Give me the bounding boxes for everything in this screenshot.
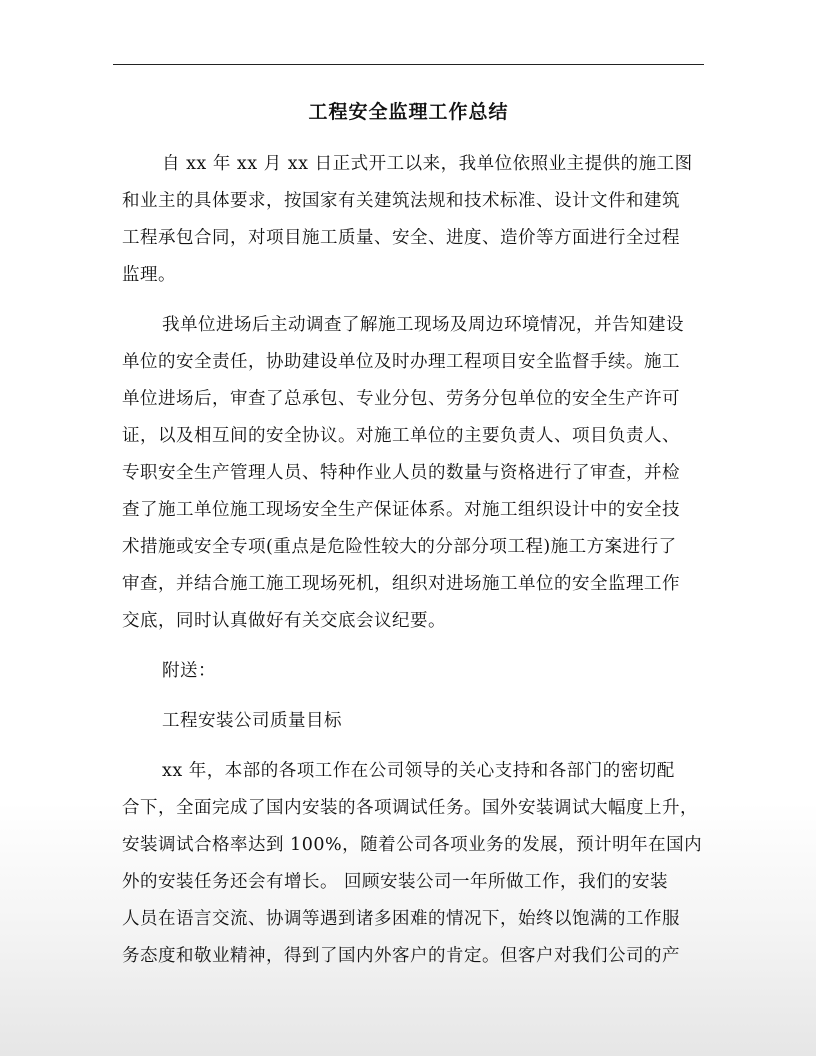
paragraph-line: 务态度和敬业精神，得到了国内外客户的肯定。但客户对我们公司的产 xyxy=(122,946,680,966)
paragraph-line: 审查，并结合施工施工现场死机，组织对进场施工单位的安全监理工作 xyxy=(122,574,680,594)
paragraph-line: 安装调试合格率达到 100%，随着公司各项业务的发展，预计明年在国内 xyxy=(122,835,703,855)
paragraph-line: xx 年，本部的各项工作在公司领导的关心支持和各部门的密切配 xyxy=(162,761,675,781)
header-rule xyxy=(113,64,704,65)
paragraph-line: 和业主的具体要求，按国家有关建筑法规和技术标准、设计文件和建筑 xyxy=(122,191,680,211)
paragraph-line: 合下，全面完成了国内安装的各项调试任务。国外安装调试大幅度上升， xyxy=(122,798,698,818)
paragraph-line: 工程安装公司质量目标 xyxy=(162,711,342,731)
paragraph-line: 查了施工单位施工现场安全生产保证体系。对施工组织设计中的安全技 xyxy=(122,500,680,520)
paragraph-line: 单位进场后，审查了总承包、专业分包、劳务分包单位的安全生产许可 xyxy=(122,389,680,409)
paragraph-line: 交底，同时认真做好有关交底会议纪要。 xyxy=(122,611,446,631)
paragraph xyxy=(122,146,704,294)
paragraph-line: 术措施或安全专项(重点是危险性较大的分部分项工程)施工方案进行了 xyxy=(122,537,677,557)
paragraph-gap xyxy=(122,640,704,653)
paragraph-line: 监理。 xyxy=(122,265,176,285)
paragraph xyxy=(122,307,704,640)
paragraph xyxy=(122,703,704,740)
paragraph-gap xyxy=(122,294,704,307)
paragraph xyxy=(122,753,704,975)
paragraph-line: 人员在语言交流、协调等遇到诸多困难的情况下，始终以饱满的工作服 xyxy=(122,909,680,929)
paragraph-line: 外的安装任务还会有增长。 回顾安装公司一年所做工作，我们的安装 xyxy=(122,872,669,892)
paragraph-line: 自 xx 年 xx 月 xx 日正式开工以来，我单位依照业主提供的施工图 xyxy=(162,154,693,174)
paragraph-line: 工程承包合同，对项目施工质量、安全、进度、造价等方面进行全过程 xyxy=(122,228,680,248)
paragraph-line: 附送： xyxy=(162,661,216,681)
paragraph-gap xyxy=(122,740,704,753)
paragraph-line: 我单位进场后主动调查了解施工现场及周边环境情况，并告知建设 xyxy=(162,315,684,335)
document-title: 工程安全监理工作总结 xyxy=(308,101,509,123)
document-body xyxy=(122,146,704,975)
paragraph-line: 专职安全生产管理人员、特种作业人员的数量与资格进行了审查，并检 xyxy=(122,463,680,483)
paragraph-gap xyxy=(122,690,704,703)
paragraph xyxy=(122,653,704,690)
paragraph-line: 证，以及相互间的安全协议。对施工单位的主要负责人、项目负责人、 xyxy=(122,426,680,446)
paragraph-line: 单位的安全责任，协助建设单位及时办理工程项目安全监督手续。施工 xyxy=(122,352,680,372)
